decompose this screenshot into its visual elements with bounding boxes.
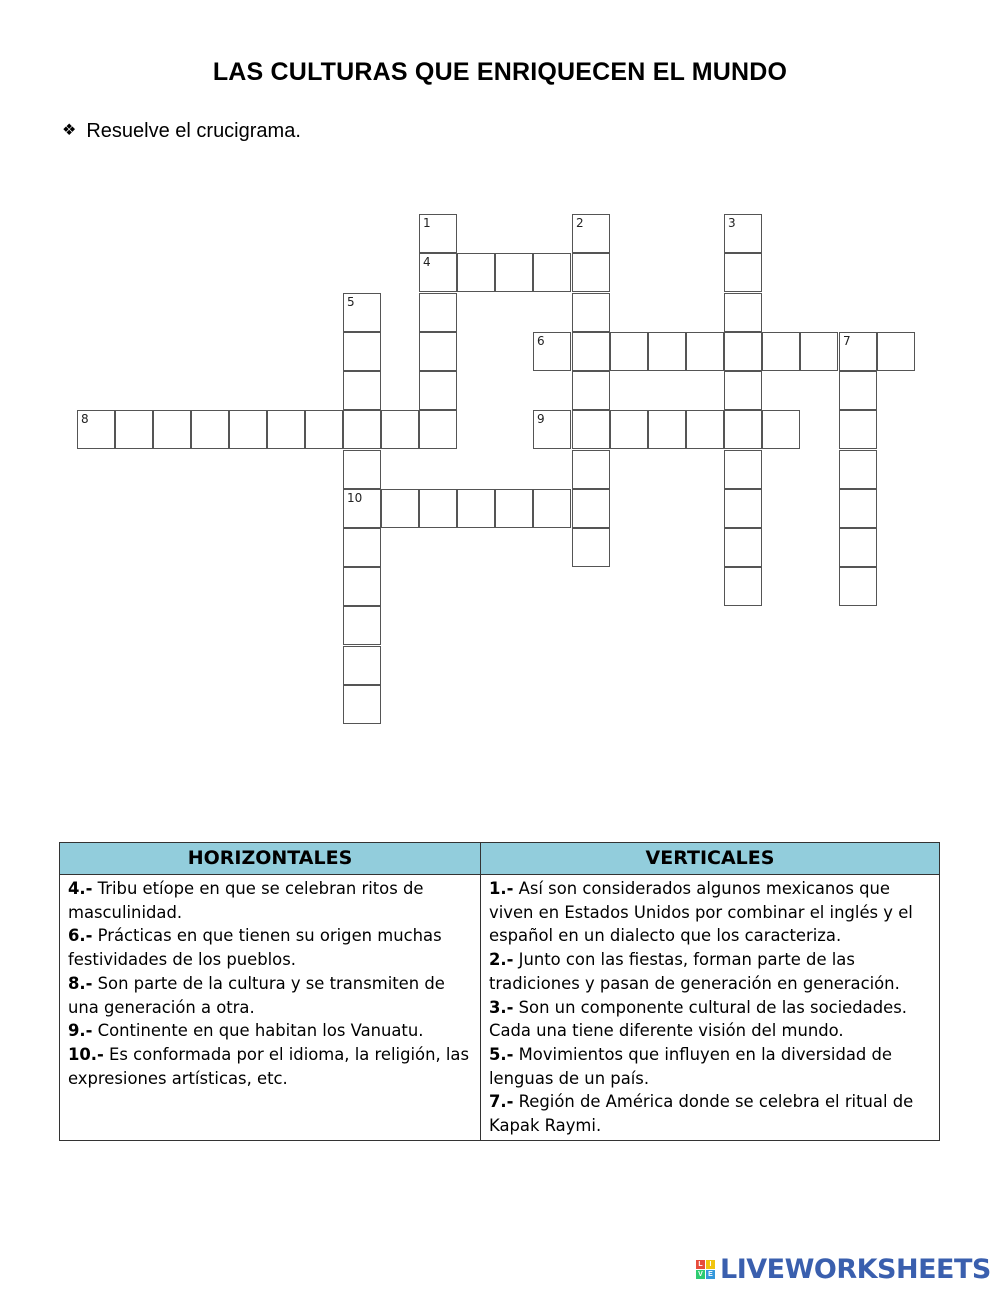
crossword-cell[interactable] bbox=[343, 646, 381, 685]
across-clue: 8.- Son parte de la cultura y se transmiten de una generación a otra. bbox=[68, 973, 445, 1017]
crossword-cell[interactable] bbox=[839, 489, 877, 528]
crossword-cell[interactable] bbox=[839, 528, 877, 567]
crossword-cell[interactable] bbox=[457, 253, 495, 292]
crossword-cell[interactable] bbox=[343, 567, 381, 606]
crossword-cell[interactable] bbox=[343, 450, 381, 489]
crossword-cell[interactable] bbox=[610, 410, 648, 449]
crossword-cell[interactable] bbox=[572, 371, 610, 410]
instruction bbox=[62, 120, 301, 143]
crossword-cell[interactable] bbox=[267, 410, 305, 449]
down-clue: 1.- Así son considerados algunos mexicanos que viven en Estados Unidos por combinar el inglés y el español en un dialecto que los caracteriza. bbox=[489, 879, 913, 946]
crossword-cell[interactable] bbox=[724, 528, 762, 567]
crossword-cell[interactable] bbox=[877, 332, 915, 371]
clue-number: 7 bbox=[843, 334, 851, 348]
crossword-cell[interactable] bbox=[191, 410, 229, 449]
crossword-cell[interactable] bbox=[724, 293, 762, 332]
down-clue: 3.- Son un componente cultural de las sociedades. Cada una tiene diferente visión del mundo. bbox=[489, 997, 907, 1041]
crossword-cell[interactable] bbox=[343, 371, 381, 410]
crossword-cell[interactable] bbox=[839, 332, 877, 371]
crossword-cell[interactable] bbox=[572, 214, 610, 253]
crossword-cell[interactable] bbox=[724, 371, 762, 410]
crossword-cell[interactable] bbox=[381, 489, 419, 528]
crossword-cell[interactable] bbox=[686, 410, 724, 449]
crossword-cell[interactable] bbox=[419, 410, 457, 449]
crossword-cell[interactable] bbox=[343, 489, 381, 528]
crossword-cell[interactable] bbox=[800, 332, 838, 371]
crossword-cell[interactable] bbox=[419, 371, 457, 410]
crossword-cell[interactable] bbox=[724, 332, 762, 371]
across-header: HORIZONTALES bbox=[60, 843, 481, 875]
crossword-cell[interactable] bbox=[381, 410, 419, 449]
clue-number: 1 bbox=[423, 216, 431, 230]
crossword-cell[interactable] bbox=[572, 253, 610, 292]
clue-number: 5 bbox=[347, 295, 355, 309]
crossword-cell[interactable] bbox=[533, 489, 571, 528]
crossword-cell[interactable] bbox=[648, 410, 686, 449]
instruction-text: Resuelve el crucigrama. bbox=[86, 120, 301, 142]
clue-number: 4 bbox=[423, 255, 431, 269]
crossword-cell[interactable] bbox=[343, 332, 381, 371]
across-clue: 4.- Tribu etíope en que se celebran ritos de masculinidad. bbox=[68, 879, 424, 922]
crossword-cell[interactable] bbox=[572, 332, 610, 371]
crossword-cell[interactable] bbox=[762, 410, 800, 449]
crossword-cell[interactable] bbox=[533, 253, 571, 292]
clue-number: 6 bbox=[537, 334, 545, 348]
down-clue: 5.- Movimientos que influyen en la diversidad de lenguas de un país. bbox=[489, 1044, 893, 1088]
crossword-cell[interactable] bbox=[686, 332, 724, 371]
down-header: VERTICALES bbox=[481, 843, 940, 875]
crossword-cell[interactable] bbox=[115, 410, 153, 449]
crossword-cell[interactable] bbox=[572, 293, 610, 332]
crossword-cell[interactable] bbox=[419, 489, 457, 528]
clues-table bbox=[59, 842, 940, 1141]
crossword-cell[interactable] bbox=[77, 410, 115, 449]
clue-number: 3 bbox=[728, 216, 736, 230]
crossword-cell[interactable] bbox=[343, 606, 381, 645]
crossword-cell[interactable] bbox=[305, 410, 343, 449]
crossword-cell[interactable] bbox=[839, 450, 877, 489]
crossword-cell[interactable] bbox=[724, 450, 762, 489]
crossword-cell[interactable] bbox=[419, 253, 457, 292]
page-title: LAS CULTURAS QUE ENRIQUECEN EL MUNDO bbox=[212, 58, 788, 86]
crossword-cell[interactable] bbox=[724, 489, 762, 528]
crossword-cell[interactable] bbox=[572, 450, 610, 489]
across-clue: 10.- Es conformada por el idioma, la religión, las expresiones artísticas, etc. bbox=[68, 1044, 470, 1088]
clue-number: 8 bbox=[81, 412, 89, 426]
crossword-cell[interactable] bbox=[648, 332, 686, 371]
crossword-cell[interactable] bbox=[533, 410, 571, 449]
crossword-cell[interactable] bbox=[839, 371, 877, 410]
crossword-cell[interactable] bbox=[343, 685, 381, 724]
diamond-bullet-icon: ❖ bbox=[62, 122, 77, 139]
crossword-cell[interactable] bbox=[839, 567, 877, 606]
liveworksheets-logo bbox=[696, 1254, 991, 1285]
clue-number: 10 bbox=[347, 491, 363, 505]
crossword-cell[interactable] bbox=[153, 410, 191, 449]
crossword-cell[interactable] bbox=[419, 214, 457, 253]
crossword-cell[interactable] bbox=[419, 332, 457, 371]
crossword-cell[interactable] bbox=[572, 528, 610, 567]
crossword-cell[interactable] bbox=[762, 332, 800, 371]
crossword-cell[interactable] bbox=[343, 410, 381, 449]
down-clues bbox=[481, 875, 940, 1141]
down-clue: 7.- Región de América donde se celebra el ritual de Kapak Raymi. bbox=[489, 1092, 914, 1136]
across-clue: 9.- Continente en que habitan los Vanuatu. bbox=[68, 1021, 424, 1041]
down-clue: 2.- Junto con las fiestas, forman parte de las tradiciones y pasan de generación en generación. bbox=[489, 950, 900, 993]
crossword-cell[interactable] bbox=[572, 489, 610, 528]
crossword-cell[interactable] bbox=[572, 410, 610, 449]
clue-number: 2 bbox=[576, 216, 584, 230]
crossword-cell[interactable] bbox=[495, 253, 533, 292]
crossword-cell[interactable] bbox=[724, 567, 762, 606]
crossword-cell[interactable] bbox=[724, 410, 762, 449]
crossword-cell[interactable] bbox=[839, 410, 877, 449]
crossword-cell[interactable] bbox=[724, 253, 762, 292]
brand-name: LIVEWORKSHEETS bbox=[720, 1254, 991, 1285]
across-clue: 6.- Prácticas en que tienen su origen muchas festividades de los pueblos. bbox=[68, 926, 442, 970]
crossword-cell[interactable] bbox=[343, 293, 381, 332]
crossword-cell[interactable] bbox=[457, 489, 495, 528]
crossword-cell[interactable] bbox=[724, 214, 762, 253]
crossword-cell[interactable] bbox=[610, 332, 648, 371]
across-clues bbox=[60, 875, 481, 1141]
clue-number: 9 bbox=[537, 412, 545, 426]
crossword-cell[interactable] bbox=[419, 293, 457, 332]
crossword-cell[interactable] bbox=[533, 332, 571, 371]
crossword-cell[interactable] bbox=[229, 410, 267, 449]
crossword-cell[interactable] bbox=[495, 489, 533, 528]
crossword-cell[interactable] bbox=[343, 528, 381, 567]
logo-mark-icon: L I V E bbox=[696, 1260, 715, 1279]
